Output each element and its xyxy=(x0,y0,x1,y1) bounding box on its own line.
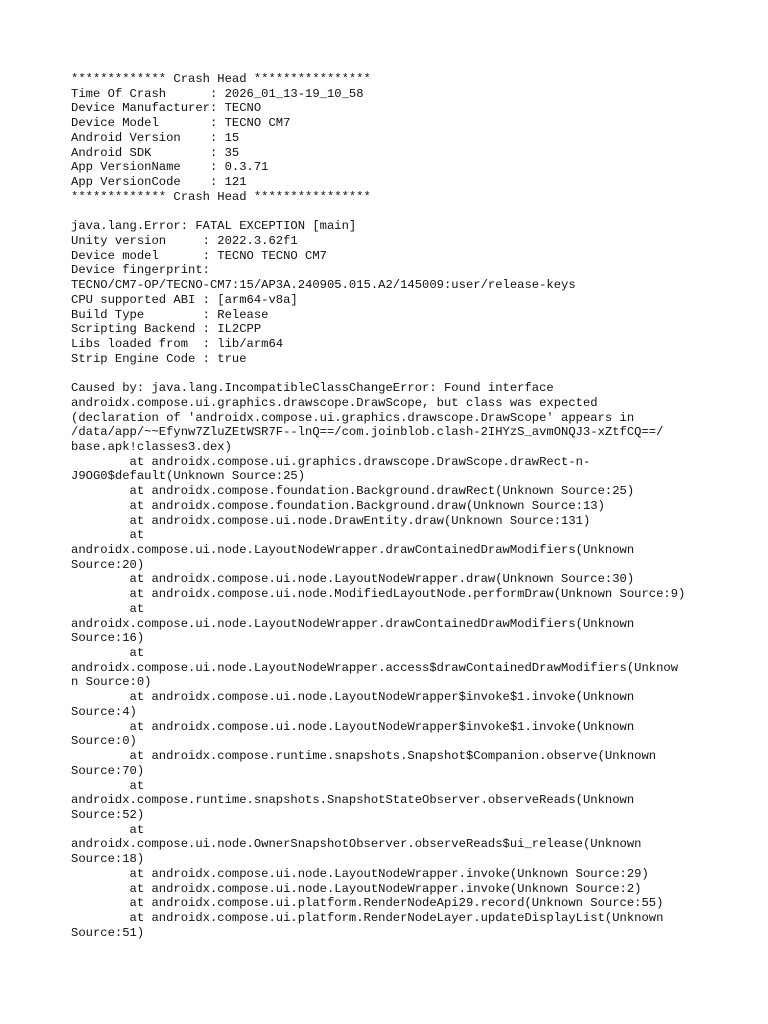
crash-head-line: Android Version : 15 xyxy=(71,130,240,145)
stack-trace-line: Source:0) xyxy=(71,734,137,749)
error-info-line: Build Type : Release xyxy=(71,307,269,322)
error-info-line: CPU supported ABI : [arm64-v8a] xyxy=(71,292,298,307)
stack-trace-line: Source:52) xyxy=(71,807,145,822)
stack-trace-line: Caused by: java.lang.IncompatibleClassChangeError: Found interface xyxy=(71,381,554,396)
crash-head-line: App VersionName : 0.3.71 xyxy=(71,160,269,175)
stack-trace-line: at androidx.compose.ui.node.ModifiedLayoutNode.performDraw(Unknown Source:9) xyxy=(71,587,686,602)
stack-trace-line: at androidx.compose.ui.node.LayoutNodeWrapper$invoke$1.invoke(Unknown xyxy=(71,690,635,705)
error-info-line: Unity version : 2022.3.62f1 xyxy=(71,233,298,248)
stack-trace-line: Source:20) xyxy=(71,557,145,572)
stack-trace-line: J9OG0$default(Unknown Source:25) xyxy=(71,469,306,484)
stack-trace-line: at xyxy=(71,528,145,543)
stack-trace-line: base.apk!classes3.dex) xyxy=(71,439,232,454)
stack-trace-line: at androidx.compose.ui.node.LayoutNodeWrapper.draw(Unknown Source:30) xyxy=(71,572,635,587)
stack-trace-line: at androidx.compose.runtime.snapshots.Snapshot$Companion.observe(Unknown xyxy=(71,749,657,764)
stack-trace-line: Source:18) xyxy=(71,852,145,867)
stack-trace-line: at androidx.compose.ui.platform.RenderNodeLayer.updateDisplayList(Unknown xyxy=(71,910,664,925)
error-info-line: java.lang.Error: FATAL EXCEPTION [main] xyxy=(71,219,357,234)
error-info-line: Libs loaded from : lib/arm64 xyxy=(71,336,284,351)
section-spacer xyxy=(71,366,761,381)
stack-trace-line: androidx.compose.ui.node.OwnerSnapshotObserver.observeReads$ui_release(Unknown xyxy=(71,837,642,852)
stack-trace-line: at androidx.compose.ui.node.LayoutNodeWrapper$invoke$1.invoke(Unknown xyxy=(71,719,635,734)
stack-trace-line: /data/app/~~Efynw7ZluZEtWSR7F--lnQ==/com.joinblob.clash-2IHYzS_avmONQJ3-xZtfCQ==/ xyxy=(71,425,664,440)
stack-trace-line: at androidx.compose.foundation.Background.drawRect(Unknown Source:25) xyxy=(71,484,635,499)
stack-trace-line: at androidx.compose.ui.node.DrawEntity.draw(Unknown Source:131) xyxy=(71,513,591,528)
error-info-line: Scripting Backend : IL2CPP xyxy=(71,322,262,337)
stack-trace-line: at androidx.compose.ui.graphics.drawscope.DrawScope.drawRect-n- xyxy=(71,454,591,469)
stack-trace-line: androidx.compose.ui.node.LayoutNodeWrapper.access$drawContainedDrawModifiers(Unknow xyxy=(71,660,679,675)
stack-trace-section xyxy=(71,381,761,940)
stack-trace-line: Source:4) xyxy=(71,704,137,719)
stack-trace-line: Source:16) xyxy=(71,631,145,646)
section-spacer xyxy=(71,204,761,219)
error-info-line: TECNO/CM7-OP/TECNO-CM7:15/AP3A.240905.015.A2/145009:user/release-keys xyxy=(71,278,576,293)
stack-trace-line: androidx.compose.runtime.snapshots.SnapshotStateObserver.observeReads(Unknown xyxy=(71,793,635,808)
stack-trace-line: androidx.compose.ui.node.LayoutNodeWrapper.drawContainedDrawModifiers(Unknown xyxy=(71,543,635,557)
stack-trace-line: Source:70) xyxy=(71,763,145,778)
stack-trace-line: (declaration of 'androidx.compose.ui.graphics.drawscope.DrawScope' appears in xyxy=(71,410,635,425)
stack-trace-line: androidx.compose.ui.graphics.drawscope.DrawScope, but class was expected xyxy=(71,395,598,410)
stack-trace-line: at xyxy=(71,822,145,837)
stack-trace-line: androidx.compose.ui.node.LayoutNodeWrapper.drawContainedDrawModifiers(Unknown xyxy=(71,616,635,631)
crash-head-line: Android SDK : 35 xyxy=(71,145,240,160)
crash-head-section xyxy=(71,72,761,204)
error-info-line: Strip Engine Code : true xyxy=(71,351,247,366)
stack-trace-line: at xyxy=(71,778,145,793)
stack-trace-line: at androidx.compose.ui.node.LayoutNodeWrapper.invoke(Unknown Source:2) xyxy=(71,881,642,896)
stack-trace-line: n Source:0) xyxy=(71,675,152,690)
stack-trace-line: at androidx.compose.foundation.Background.draw(Unknown Source:13) xyxy=(71,498,605,513)
crash-head-line: ************* Crash Head **************** xyxy=(71,189,371,204)
stack-trace-line: at xyxy=(71,601,145,616)
crash-head-line: Device Manufacturer: TECNO xyxy=(71,101,262,116)
crash-head-line: Time Of Crash : 2026_01_13-19_10_58 xyxy=(71,86,364,101)
error-info-section xyxy=(71,219,761,366)
crash-log-document xyxy=(71,72,761,940)
stack-trace-line: at androidx.compose.ui.node.LayoutNodeWrapper.invoke(Unknown Source:29) xyxy=(71,866,649,881)
crash-head-line: App VersionCode : 121 xyxy=(71,175,247,190)
error-info-line: Device model : TECNO TECNO CM7 xyxy=(71,248,327,263)
crash-head-line: Device Model : TECNO CM7 xyxy=(71,116,291,131)
crash-head-line: ************* Crash Head **************** xyxy=(71,72,371,86)
stack-trace-line: at androidx.compose.ui.platform.RenderNodeApi29.record(Unknown Source:55) xyxy=(71,896,664,911)
error-info-line: Device fingerprint: xyxy=(71,263,210,278)
stack-trace-line: at xyxy=(71,646,145,661)
stack-trace-line: Source:51) xyxy=(71,925,145,940)
